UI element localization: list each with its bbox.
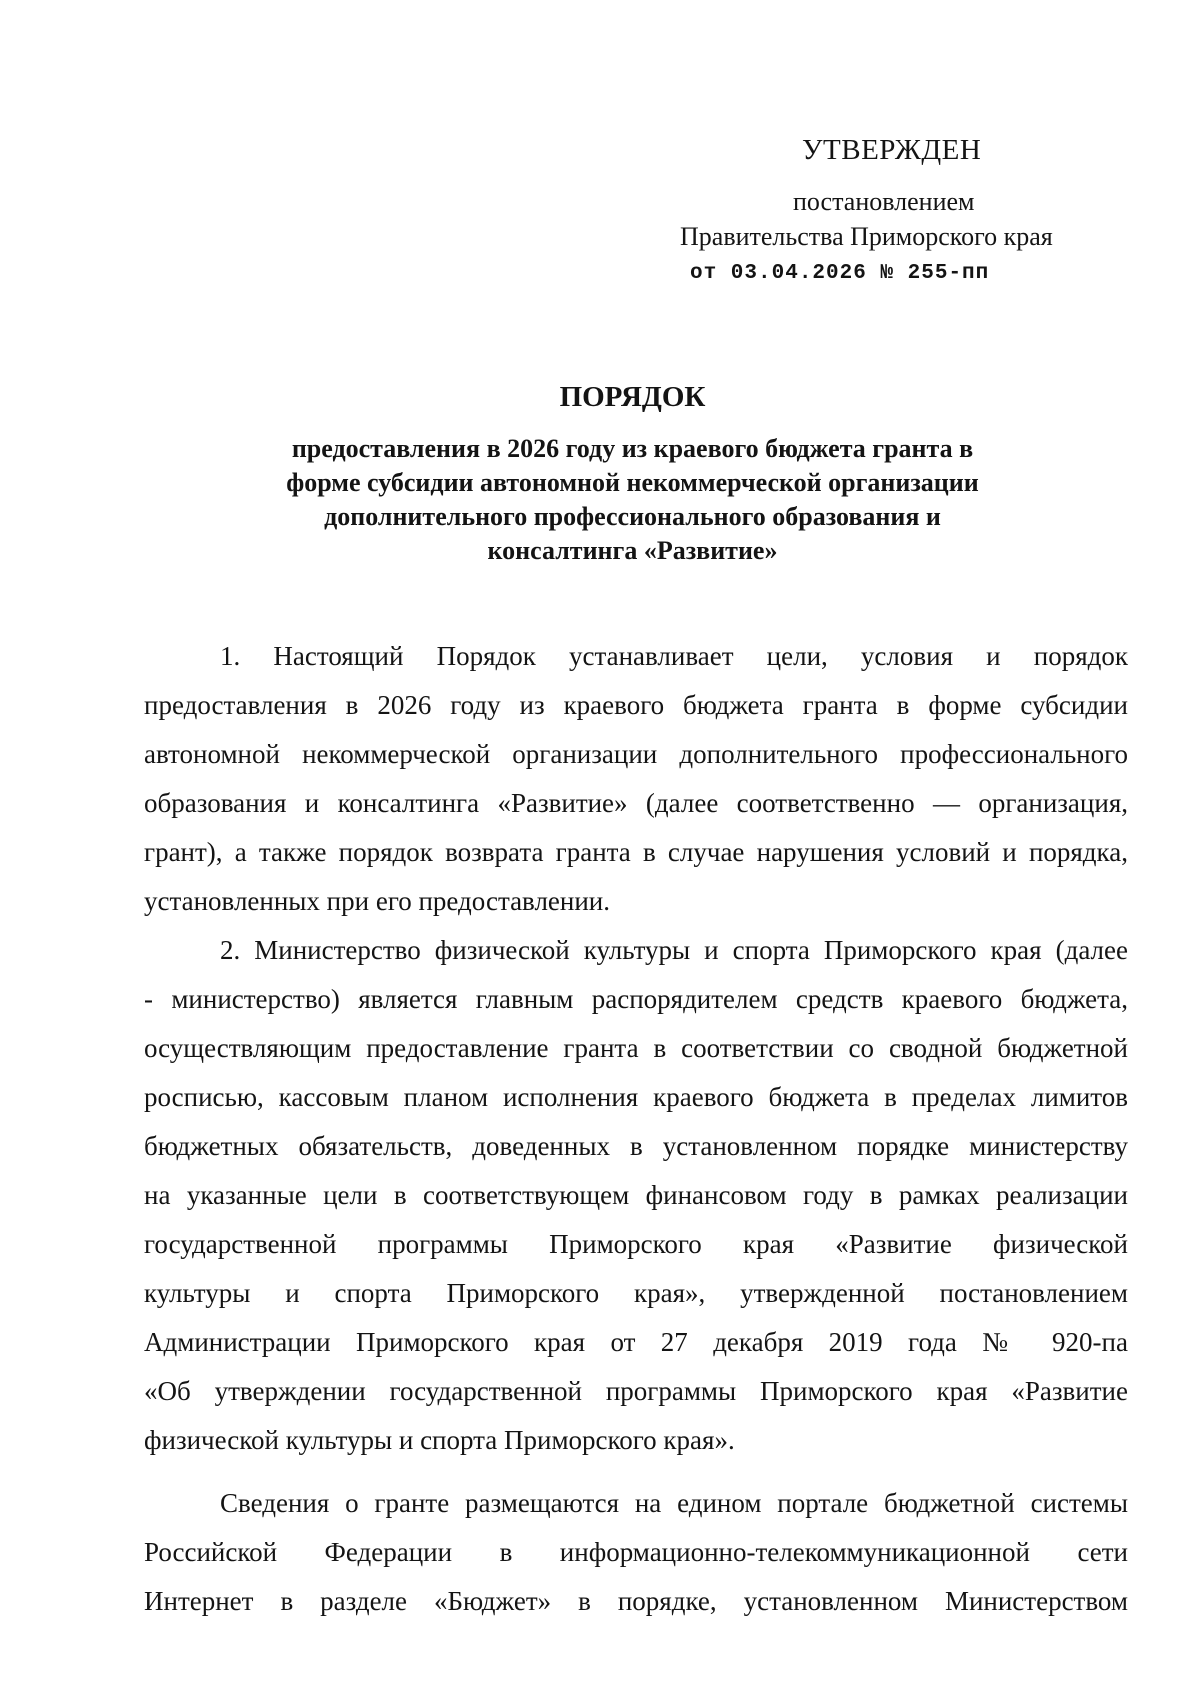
text-line: - министерство) является главным распорядителем средств краевого бюджета, — [144, 984, 1128, 1014]
paragraph-spacer — [144, 1465, 1128, 1479]
text-line: росписью, кассовым планом исполнения краевого бюджета в пределах лимитов — [144, 1082, 1128, 1112]
approval-line-resolution: постановлением — [793, 187, 975, 216]
approval-line-government: Правительства Приморского края — [680, 222, 1053, 251]
paragraph-1 — [144, 632, 1128, 926]
text-line: бюджетных обязательств, доведенных в установленном порядке министерству — [144, 1131, 1128, 1161]
document-subtitle — [0, 432, 1200, 568]
text-line: Интернет в разделе «Бюджет» в порядке, установленном Министерством — [144, 1586, 1128, 1616]
text-line: автономной некоммерческой организации дополнительного профессионального — [144, 739, 1128, 769]
text-line: Администрации Приморского края от 27 декабря 2019 года № 920-па — [144, 1327, 1128, 1357]
document-body — [144, 632, 1128, 1626]
text-line: образования и консалтинга «Развитие» (далее соответственно — организация, — [144, 788, 1128, 818]
text-line: 1. Настоящий Порядок устанавливает цели, условия и порядок — [220, 641, 1128, 671]
approval-line-date-number: от 03.04.2026 № 255-пп — [690, 262, 990, 285]
text-line: осуществляющим предоставление гранта в соответствии со сводной бюджетной — [144, 1033, 1128, 1063]
text-line: физической культуры и спорта Приморского края». — [144, 1425, 735, 1455]
text-line: «Об утверждении государственной программы Приморского края «Развитие — [144, 1376, 1128, 1406]
subtitle-line: предоставления в 2026 году из краевого бюджета гранта в — [291, 434, 974, 463]
text-line: грант), а также порядок возврата гранта в случае нарушения условий и порядка, — [144, 837, 1128, 867]
text-line: на указанные цели в соответствующем финансовом году в рамках реализации — [144, 1180, 1128, 1210]
text-line: 2. Министерство физической культуры и спорта Приморского края (далее — [220, 935, 1128, 965]
text-line: предоставления в 2026 году из краевого бюджета гранта в форме субсидии — [144, 690, 1128, 720]
subtitle-line: консалтинга «Развитие» — [487, 536, 778, 565]
approval-title: УТВЕРЖДЕН — [802, 134, 982, 166]
text-line: Сведения о гранте размещаются на едином портале бюджетной системы — [220, 1488, 1128, 1518]
text-line: установленных при его предоставлении. — [144, 886, 611, 916]
text-line: государственной программы Приморского края «Развитие физической — [144, 1229, 1128, 1259]
document-title: ПОРЯДОК — [559, 381, 706, 413]
subtitle-line: форме субсидии автономной некоммерческой организации — [286, 468, 979, 497]
paragraph-2 — [144, 926, 1128, 1465]
text-line: культуры и спорта Приморского края», утвержденной постановлением — [144, 1278, 1128, 1308]
subtitle-line: дополнительного профессионального образования и — [324, 502, 941, 531]
paragraph-3 — [144, 1479, 1128, 1626]
text-line: Российской Федерации в информационно-телекоммуникационной сети — [144, 1537, 1128, 1567]
